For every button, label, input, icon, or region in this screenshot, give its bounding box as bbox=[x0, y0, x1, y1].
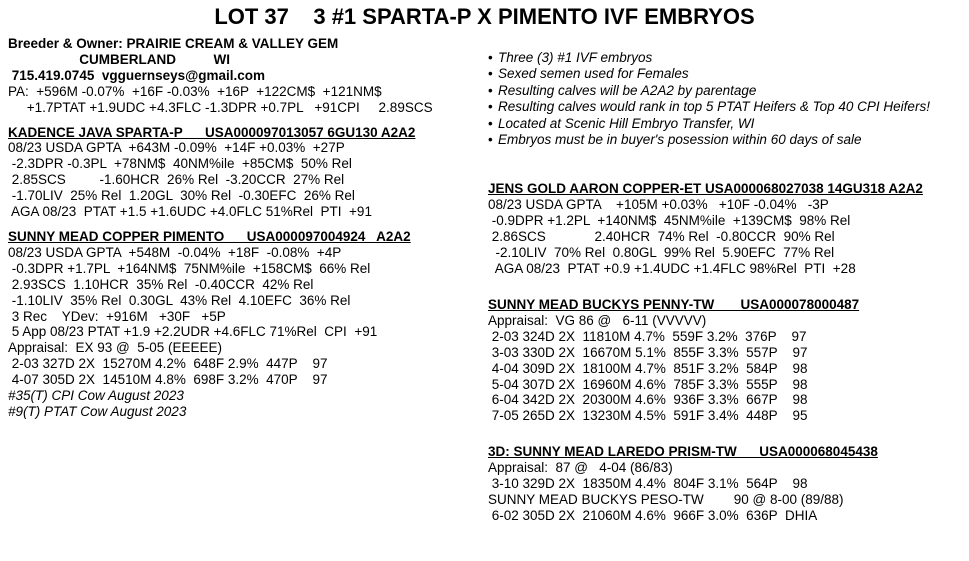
breeder-owner-line: Breeder & Owner: PRAIRIE CREAM & VALLEY GEM bbox=[8, 36, 339, 51]
dam-line: 4-07 305D 2X 14510M 4.8% 698F 3.2% 470P 97 bbox=[8, 372, 328, 388]
third-dam-line: Appraisal: 87 @ 4-04 (86/83) bbox=[488, 459, 673, 475]
bullet-item: • Embryos must be in buyer's posession within 60 days of sale bbox=[488, 132, 862, 148]
third-dam-line: SUNNY MEAD BUCKYS PESO-TW 90 @ 8-00 (89/88) bbox=[488, 491, 844, 507]
mgs-line: 08/23 USDA GPTA +105M +0.03% +10F -0.04% -3P bbox=[488, 196, 829, 212]
dam-line: 3 Rec YDev: +916M +30F +5P bbox=[8, 308, 226, 324]
bullet-item: • Located at Scenic Hill Embryo Transfer, WI bbox=[488, 115, 755, 131]
sire-line: 2.85SCS -1.60HCR 26% Rel -3.20CCR 27% Rel bbox=[8, 172, 345, 188]
pa-line-1: PA: +596M -0.07% +16F -0.03% +16P +122CM$ +121NM$ bbox=[8, 83, 382, 99]
third-dam-heading: 3D: SUNNY MEAD LAREDO PRISM-TW USA000068045438 bbox=[488, 444, 878, 459]
sire-heading: KADENCE JAVA SPARTA-P USA000097013057 6GU130 A2A2 bbox=[8, 124, 416, 140]
bullet-icon: • bbox=[488, 66, 493, 82]
sire-line: AGA 08/23 PTAT +1.5 +1.6UDC +4.0FLC 51%Rel PTI +91 bbox=[8, 204, 372, 220]
dam-heading: SUNNY MEAD COPPER PIMENTO USA000097004924 A2A2 bbox=[8, 228, 411, 244]
left-column bbox=[8, 36, 433, 420]
lot-title: LOT 37 3 #1 SPARTA-P X PIMENTO IVF EMBRYOS bbox=[214, 4, 755, 29]
bullet-list bbox=[488, 50, 930, 148]
dam-line: Appraisal: EX 93 @ 5-05 (EEEEE) bbox=[8, 340, 223, 356]
pa-line-2: +1.7PTAT +1.9UDC +4.3FLC -1.3DPR +0.7PL +91CPI 2.89SCS bbox=[8, 99, 433, 115]
dam-line: 2-03 327D 2X 15270M 4.2% 648F 2.9% 447P 97 bbox=[8, 356, 328, 372]
granddam-heading: SUNNY MEAD BUCKYS PENNY-TW USA000078000487 bbox=[488, 297, 860, 312]
granddam-line: Appraisal: VG 86 @ 6-11 (VVVVV) bbox=[488, 312, 707, 328]
bullet-item: • Three (3) #1 IVF embryos bbox=[488, 50, 653, 65]
dam-line: 5 App 08/23 PTAT +1.9 +2.2UDR +4.6FLC 71%Rel CPI +91 bbox=[8, 324, 378, 340]
bullet-item: • Resulting calves would rank in top 5 PTAT Heifers & Top 40 CPI Heifers! bbox=[488, 99, 930, 115]
mgs-block bbox=[488, 181, 923, 276]
bullet-icon: • bbox=[488, 82, 493, 98]
dam-line: -1.10LIV 35% Rel 0.30GL 43% Rel 4.10EFC 36% Rel bbox=[8, 292, 351, 308]
bullet-icon: • bbox=[488, 132, 493, 148]
granddam-line: 5-04 307D 2X 16960M 4.6% 785F 3.3% 555P 98 bbox=[488, 376, 808, 392]
mgs-line: 2.86SCS 2.40HCR 74% Rel -0.80CCR 90% Rel bbox=[488, 228, 835, 244]
bullet-icon: • bbox=[488, 115, 493, 131]
mgs-heading: JENS GOLD AARON COPPER-ET USA000068027038 14GU318 A2A2 bbox=[488, 181, 923, 196]
mgs-line: -2.10LIV 70% Rel 0.80GL 99% Rel 5.90EFC 77% Rel bbox=[488, 244, 835, 260]
sire-line: -2.3DPR -0.3PL +78NM$ 40NM%ile +85CM$ 50% Rel bbox=[8, 156, 352, 172]
location-line: CUMBERLAND WI bbox=[8, 51, 231, 67]
third-dam-block bbox=[488, 444, 878, 524]
bullet-item: • Resulting calves will be A2A2 by parentage bbox=[488, 82, 757, 98]
dam-line: 08/23 USDA GPTA +548M -0.04% +18F -0.08% +4P bbox=[8, 244, 342, 260]
granddam-line: 4-04 309D 2X 18100M 4.7% 851F 3.2% 584P 98 bbox=[488, 360, 808, 376]
dam-note: #35(T) CPI Cow August 2023 bbox=[8, 388, 184, 404]
granddam-block bbox=[488, 297, 859, 424]
bullet-item: • Sexed semen used for Females bbox=[488, 66, 689, 82]
sire-line: -1.70LIV 25% Rel 1.20GL 30% Rel -0.30EFC 26% Rel bbox=[8, 188, 355, 204]
granddam-line: 2-03 324D 2X 11810M 4.7% 559F 3.2% 376P 97 bbox=[488, 328, 807, 344]
dam-line: 2.93SCS 1.10HCR 35% Rel -0.40CCR 42% Rel bbox=[8, 276, 314, 292]
contact-line: 715.419.0745 vgguernseys@gmail.com bbox=[8, 67, 266, 83]
sire-line: 08/23 USDA GPTA +643M -0.09% +14F +0.03% +27P bbox=[8, 140, 345, 156]
third-dam-line: 3-10 329D 2X 18350M 4.4% 804F 3.1% 564P 98 bbox=[488, 475, 808, 491]
bullet-icon: • bbox=[488, 99, 493, 115]
granddam-line: 6-04 342D 2X 20300M 4.6% 936F 3.3% 667P 98 bbox=[488, 392, 808, 408]
mgs-line: -0.9DPR +1.2PL +140NM$ 45NM%ile +139CM$ 98% Rel bbox=[488, 212, 851, 228]
dam-line: -0.3DPR +1.7PL +164NM$ 75NM%ile +158CM$ 66% Rel bbox=[8, 260, 371, 276]
bullet-icon: • bbox=[488, 50, 493, 65]
mgs-line: AGA 08/23 PTAT +0.9 +1.4UDC +1.4FLC 98%Rel PTI +28 bbox=[488, 260, 856, 276]
granddam-line: 3-03 330D 2X 16670M 5.1% 855F 3.3% 557P 97 bbox=[488, 344, 808, 360]
granddam-line: 7-05 265D 2X 13230M 4.5% 591F 3.4% 448P 95 bbox=[488, 408, 808, 424]
dam-note: #9(T) PTAT Cow August 2023 bbox=[8, 403, 187, 419]
third-dam-line: 6-02 305D 2X 21060M 4.6% 966F 3.0% 636P DHIA bbox=[488, 507, 818, 523]
